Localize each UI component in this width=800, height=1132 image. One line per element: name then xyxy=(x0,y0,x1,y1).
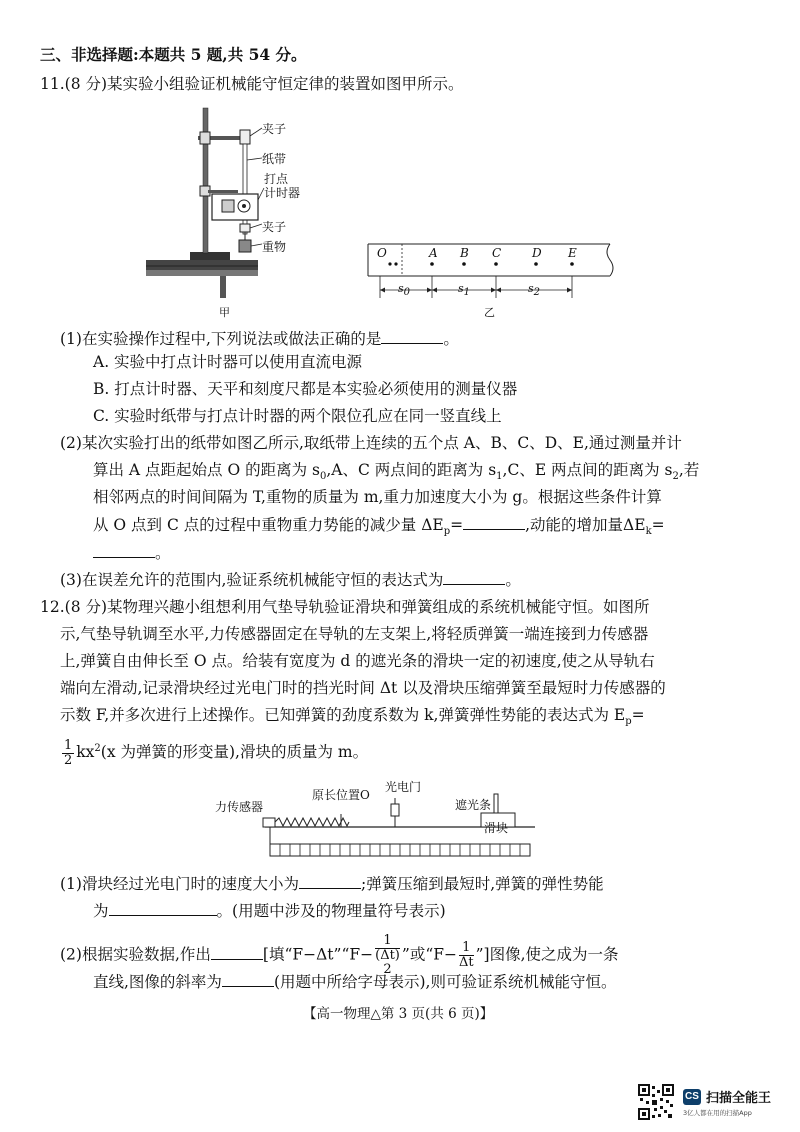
q11-option-c: C. 实验时纸带与打点计时器的两个限位孔应在同一竖直线上 xyxy=(93,407,502,425)
q12-part2-line2: 直线,图像的斜率为 (用题中所给字母表示),则可验证系统机械能守恒。 xyxy=(93,970,616,993)
answer-blank xyxy=(109,899,217,916)
q12-part2-line1: (2)根据实验数据,作出 [填“F−Δt”“F− 1 (Δt) 2 ”或“F− $\frac{1}{\Delta t}$ ”]图像,使之成为一条 xyxy=(60,933,619,977)
caption-yi: 乙 xyxy=(484,306,495,319)
fraction-inverse-dt-squared: 1 (Δt) 2 xyxy=(375,933,400,977)
tape-segment-s1: s1 xyxy=(458,282,471,299)
tape-segment-s0: s0 xyxy=(398,282,411,299)
tape-segment-s2: s2 xyxy=(528,282,541,299)
q11-part2-line1: (2)某次实验打出的纸带如图乙所示,取纸带上连续的五个点 A、B、C、D、E,通过测量并计 xyxy=(60,434,682,452)
q11-part2-line5: 。 xyxy=(93,541,171,564)
q11-part2-line3: 相邻两点的时间间隔为 T,重物的质量为 m,重力加速度大小为 g。根据这些条件计算 xyxy=(93,488,662,506)
q12-part1-line2: 为 。(用题中涉及的物理量符号表示) xyxy=(93,899,446,922)
label-origin-position: 原长位置O xyxy=(312,788,370,802)
fraction-one-half: $\frac{1}{2}$ xyxy=(64,737,73,768)
camscanner-logo: CS xyxy=(683,1089,701,1105)
answer-blank xyxy=(443,568,505,585)
q12-part1-line1: (1)滑块经过光电门时的速度大小为 ;弹簧压缩到最短时,弹簧的弹性势能 xyxy=(60,872,604,895)
q11-stem: 11.(8 分)某实验小组验证机械能守恒定律的装置如图甲所示。 xyxy=(40,75,464,93)
q12-stem-line4: 端向左滑动,记录滑块经过光电门时的挡光时间 Δt 以及滑块压缩弹簧至最短时力传感器的 xyxy=(60,679,666,697)
page-footer: 【高一物理△第 3 页(共 6 页)】 xyxy=(303,1006,494,1022)
q11-part1: (1)在实验操作过程中,下列说法或做法正确的是 。 xyxy=(60,327,459,350)
label-slider-block: 滑块 xyxy=(484,821,509,835)
answer-blank xyxy=(211,943,263,960)
tape-point-e: E xyxy=(568,246,577,260)
q11-part3: (3)在误差允许的范围内,验证系统机械能守恒的表达式为 。 xyxy=(60,568,521,591)
label-weight: 重物 xyxy=(262,240,287,254)
camscanner-name: 扫描全能王 xyxy=(706,1091,772,1106)
tape-point-a: A xyxy=(429,246,438,260)
q11-option-b: B. 打点计时器、天平和刻度尺都是本实验必须使用的测量仪器 xyxy=(93,380,518,398)
q12-stem-line6: $\frac{1}{2}$ $kx^2(x$ 为弹簧的形变量),滑块的质量为 m。 xyxy=(64,737,369,768)
tape-point-d: D xyxy=(532,246,542,260)
label-timer-line2: 计时器 xyxy=(264,186,301,200)
q12-stem-line2: 示,气垫导轨调至水平,力传感器固定在导轨的左支架上,将轻质弹簧一端连接到力传感器 xyxy=(60,625,649,643)
label-photogate: 光电门 xyxy=(385,780,422,794)
q12-stem-line3: 上,弹簧自由伸长至 O 点。给装有宽度为 d 的遮光条的滑块一定的初速度,使之从导轨右 xyxy=(60,652,655,670)
answer-blank xyxy=(463,513,525,530)
fraction-inverse-dt: $\frac{1}{\Delta t}$ xyxy=(458,940,474,970)
q11-part2-line2: 算出 A 点距起始点 O 的距离为 $s_0,A$、C 两点间的距离为 $s_1,C$、E 两点间的距离为 $s_2$,若 xyxy=(93,461,700,483)
qr-code-icon xyxy=(638,1084,674,1120)
caption-jia: 甲 xyxy=(219,306,230,319)
answer-blank xyxy=(299,872,361,889)
label-timer-line1: 打点 xyxy=(264,172,289,186)
tape-point-c: C xyxy=(492,246,502,260)
label-paper-tape: 纸带 xyxy=(262,152,287,166)
q12-stem-line5: 示数 F,并多次进行上述操作。已知弹簧的劲度系数为 k,弹簧弹性势能的表达式为 $E_p=$ xyxy=(60,706,645,728)
label-clip-bottom: 夹子 xyxy=(262,220,287,234)
label-clip-top: 夹子 xyxy=(262,122,287,136)
answer-blank xyxy=(381,327,443,344)
answer-blank xyxy=(93,541,155,558)
q12-stem-line1: 12.(8 分)某物理兴趣小组想利用气垫导轨验证滑块和弹簧组成的系统机械能守恒。如图所 xyxy=(40,598,650,616)
air-track-scale-ticks xyxy=(270,844,530,856)
tape-point-b: B xyxy=(460,246,469,260)
tape-point-o: O xyxy=(377,246,387,260)
label-force-sensor: 力传感器 xyxy=(215,800,264,814)
answer-blank xyxy=(222,970,274,987)
q11-option-a: A. 实验中打点计时器可以使用直流电源 xyxy=(93,353,363,371)
camscanner-tagline: 3亿人都在用的扫描App xyxy=(683,1109,752,1117)
section-title: 三、非选择题:本题共 5 题,共 54 分。 xyxy=(40,45,307,64)
q11-part2-line4: 从 O 点到 C 点的过程中重物重力势能的减少量 $\Delta E_p=$ ,动能的增加量$\Delta E_k=$ xyxy=(93,513,665,543)
label-shading-strip: 遮光条 xyxy=(455,798,492,812)
